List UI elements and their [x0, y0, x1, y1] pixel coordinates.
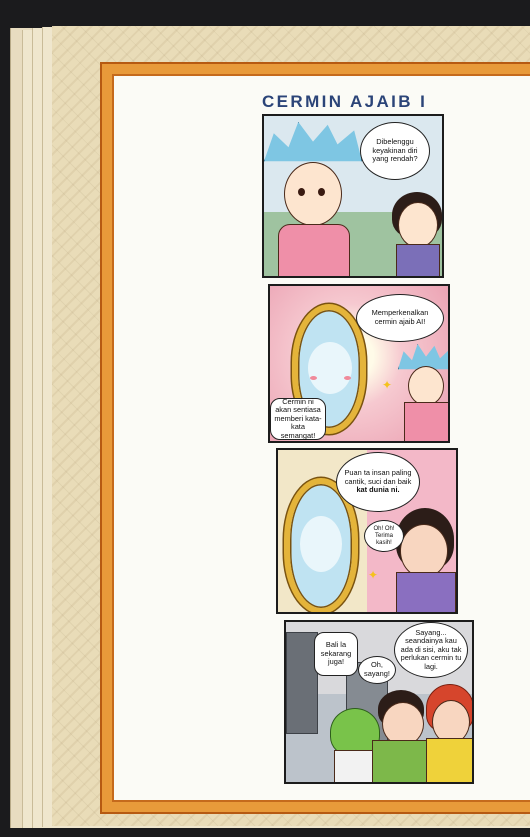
- boy-eye: [298, 188, 305, 196]
- boy-face: [408, 366, 444, 406]
- man-shirt: [426, 738, 474, 784]
- speech-bubble: Puan ta insan paling cantik, suci dan baik kat dunia ni.: [336, 452, 420, 512]
- comic-panel-1: [262, 114, 444, 278]
- sparkle-icon: ✦: [382, 378, 393, 392]
- comic-panel-4: [284, 620, 474, 784]
- woman-shirt: [396, 572, 456, 614]
- comic-panel-3: [276, 448, 458, 614]
- girl-face: [398, 202, 438, 248]
- boy-shirt: [278, 224, 350, 278]
- speech-bubble: Memperkenalkan cermin ajaib AI!: [356, 294, 444, 342]
- girl-shirt: [396, 244, 440, 278]
- mirror-cheek: [310, 376, 317, 380]
- woman-shirt: [372, 740, 428, 784]
- boy-eye: [318, 188, 325, 196]
- page-title: CERMIN AJAIB I: [262, 92, 428, 111]
- speech-bubble: Oh, sayang!: [358, 656, 396, 684]
- boy-shirt: [404, 402, 450, 443]
- caption-box: Cermin ni akan sentiasa memberi kata-kata semangat!: [270, 398, 326, 440]
- comic-panel-2: [268, 284, 450, 443]
- woman-face: [400, 524, 448, 578]
- speech-bubble: Oh! Oh! Terima kasih!: [364, 520, 404, 552]
- mirror-face: [300, 516, 342, 572]
- speech-bubble: Bali la sekarang juga!: [314, 632, 358, 676]
- sparkle-icon: ✦: [368, 568, 379, 582]
- speech-bubble: Sayang... seandainya kau ada di sisi, aku tak perlukan cermin tu lagi.: [394, 622, 468, 678]
- boy-face: [284, 162, 342, 226]
- frog-shirt: [334, 750, 376, 784]
- mirror-cheek: [344, 376, 351, 380]
- speech-bubble: Dibelenggu keyakinan diri yang rendah?: [360, 122, 430, 180]
- mirror-face: [308, 342, 352, 394]
